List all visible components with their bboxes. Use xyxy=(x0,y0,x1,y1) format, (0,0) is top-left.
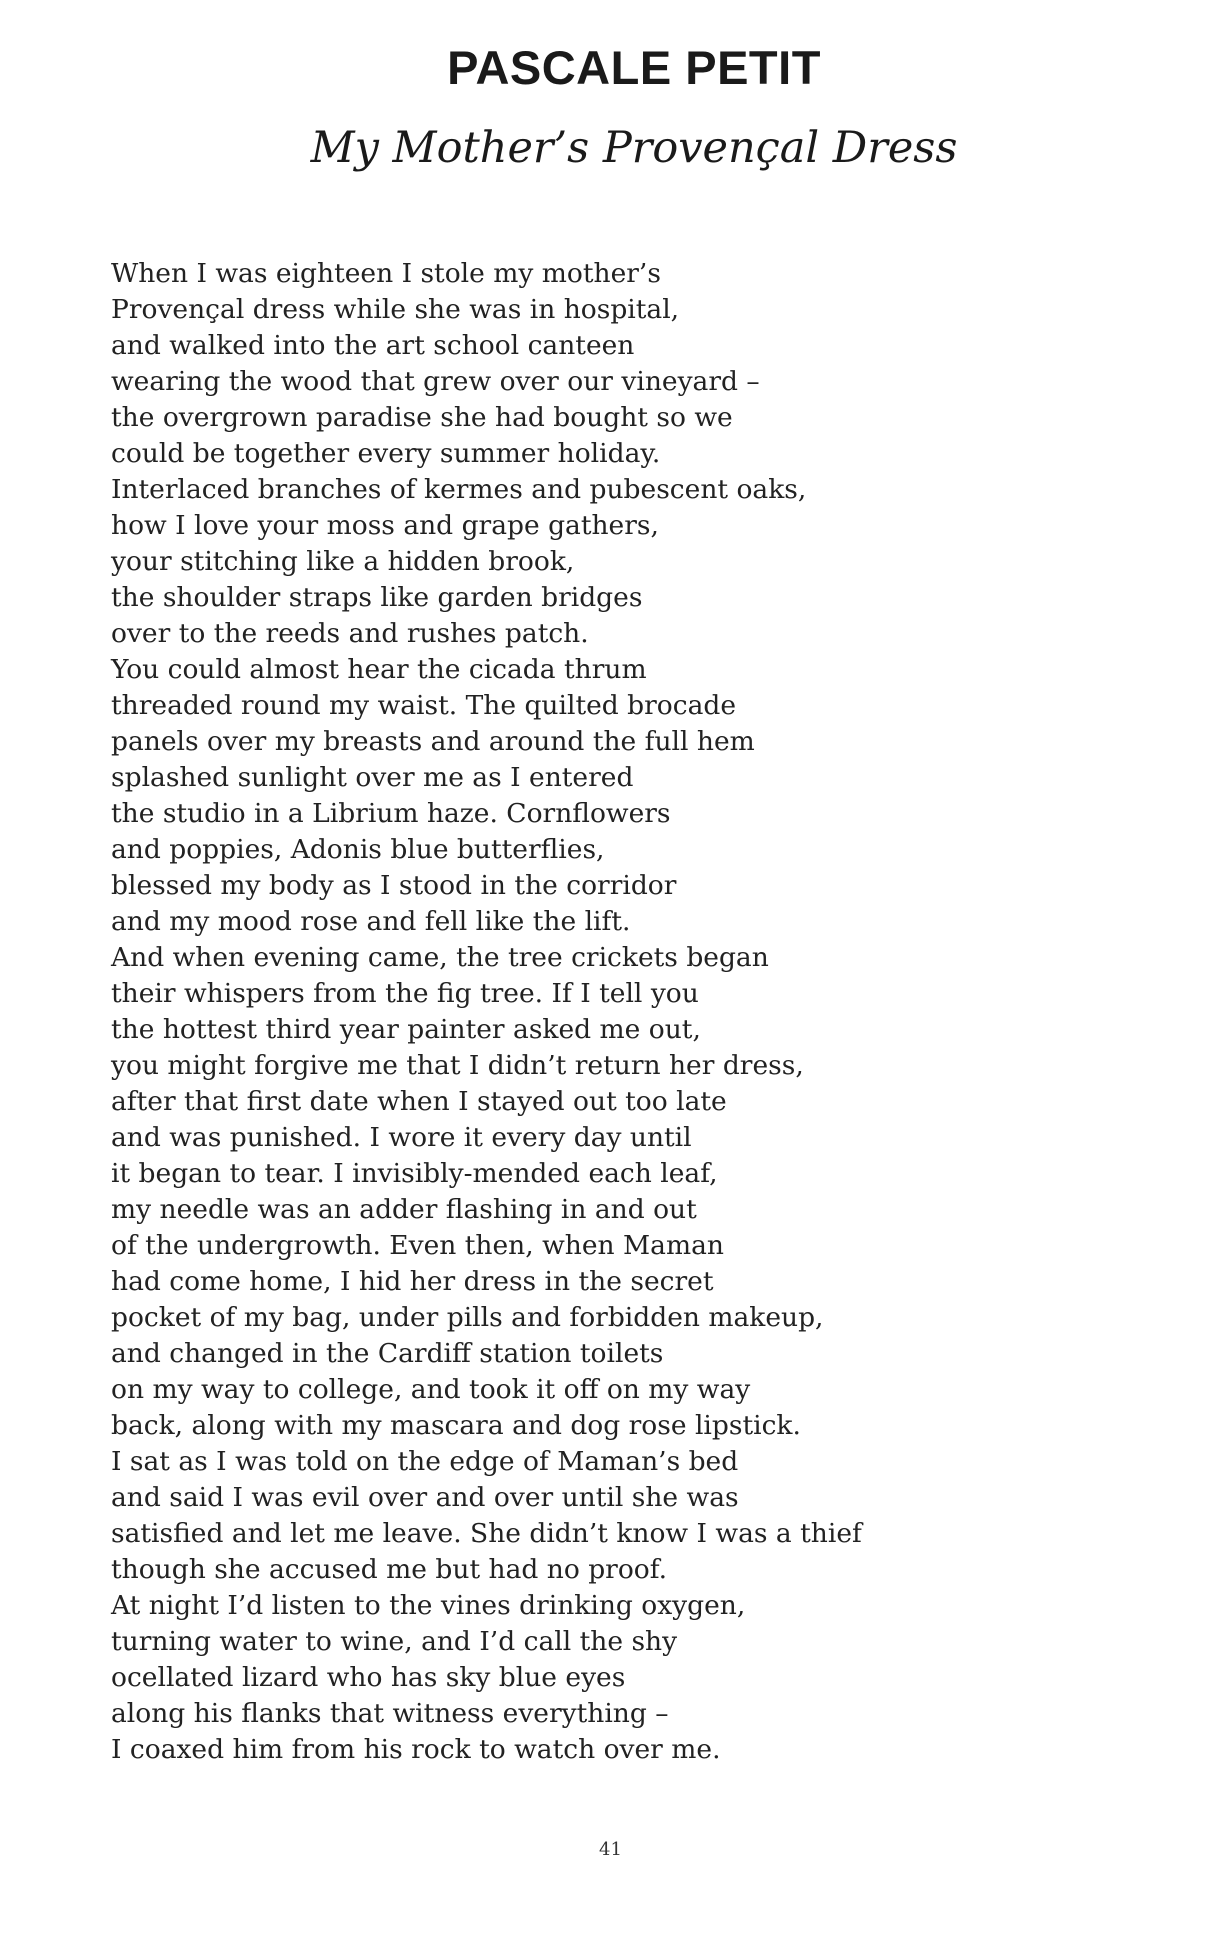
poem-line: panels over my breasts and around the full hem xyxy=(111,726,755,757)
poem-line: blessed my body as I stood in the corridor xyxy=(111,870,677,901)
poem-line: wearing the wood that grew over our vineyard – xyxy=(111,366,760,397)
poem-line: the shoulder straps like garden bridges xyxy=(111,582,643,613)
poem-body xyxy=(111,256,1111,1768)
poem-line: and was punished. I wore it every day until xyxy=(111,1122,692,1153)
poem-line: I sat as I was told on the edge of Maman’s bed xyxy=(111,1446,739,1477)
poem-line: the overgrown paradise she had bought so we xyxy=(111,402,733,433)
poem-line: of the undergrowth. Even then, when Maman xyxy=(111,1230,724,1261)
poem-line: I coaxed him from his rock to watch over me. xyxy=(111,1734,721,1765)
author-name: PASCALE PETIT xyxy=(447,41,821,94)
poem-line: And when evening came, the tree crickets began xyxy=(111,942,769,973)
poem-line: your stitching like a hidden brook, xyxy=(111,546,575,577)
poem-line: on my way to college, and took it off on my way xyxy=(111,1374,751,1405)
poem-line: and said I was evil over and over until she was xyxy=(111,1482,739,1513)
poem-line: had come home, I hid her dress in the secret xyxy=(111,1266,714,1297)
poem-line: and poppies, Adonis blue butterflies, xyxy=(111,834,605,865)
poem-line: Interlaced branches of kermes and pubescent oaks, xyxy=(111,474,807,505)
page-number: 41 xyxy=(599,1839,622,1860)
poem-line: after that first date when I stayed out too late xyxy=(111,1086,727,1117)
poem-line: my needle was an adder flashing in and out xyxy=(111,1194,697,1225)
poem-line: You could almost hear the cicada thrum xyxy=(111,654,647,685)
poem-title: My Mother’s Provençal Dress xyxy=(310,123,958,173)
poem-line: When I was eighteen I stole my mother’s xyxy=(111,258,661,289)
poem-line: At night I’d listen to the vines drinking oxygen, xyxy=(111,1590,746,1621)
poem-line: threaded round my waist. The quilted brocade xyxy=(111,690,737,721)
poem-line: the studio in a Librium haze. Cornflowers xyxy=(111,798,671,829)
poem-line: along his flanks that witness everything – xyxy=(111,1698,669,1729)
poem-line: splashed sunlight over me as I entered xyxy=(111,762,634,793)
poem-line: over to the reeds and rushes patch. xyxy=(111,618,589,649)
poem-line: and my mood rose and fell like the lift. xyxy=(111,906,631,937)
poem-line: and changed in the Cardiff station toilets xyxy=(111,1338,664,1369)
poem-line: Provençal dress while she was in hospital, xyxy=(111,294,680,325)
poem-line: and walked into the art school canteen xyxy=(111,330,635,361)
poem-line: pocket of my bag, under pills and forbidden makeup, xyxy=(111,1302,824,1333)
poem-line: could be together every summer holiday. xyxy=(111,438,661,469)
poem-line: back, along with my mascara and dog rose lipstick. xyxy=(111,1410,801,1441)
poem-line: how I love your moss and grape gathers, xyxy=(111,510,659,541)
poem-line: turning water to wine, and I’d call the shy xyxy=(111,1626,678,1657)
poem-line: the hottest third year painter asked me out, xyxy=(111,1014,701,1045)
poem-line: their whispers from the fig tree. If I tell you xyxy=(111,978,699,1009)
poem-line: though she accused me but had no proof. xyxy=(111,1554,668,1585)
poem-line: you might forgive me that I didn’t return her dress, xyxy=(111,1050,804,1081)
poem-line: it began to tear. I invisibly-mended each leaf, xyxy=(111,1158,718,1189)
poem-line: ocellated lizard who has sky blue eyes xyxy=(111,1662,626,1693)
poem-line: satisfied and let me leave. She didn’t know I was a thief xyxy=(111,1518,862,1549)
